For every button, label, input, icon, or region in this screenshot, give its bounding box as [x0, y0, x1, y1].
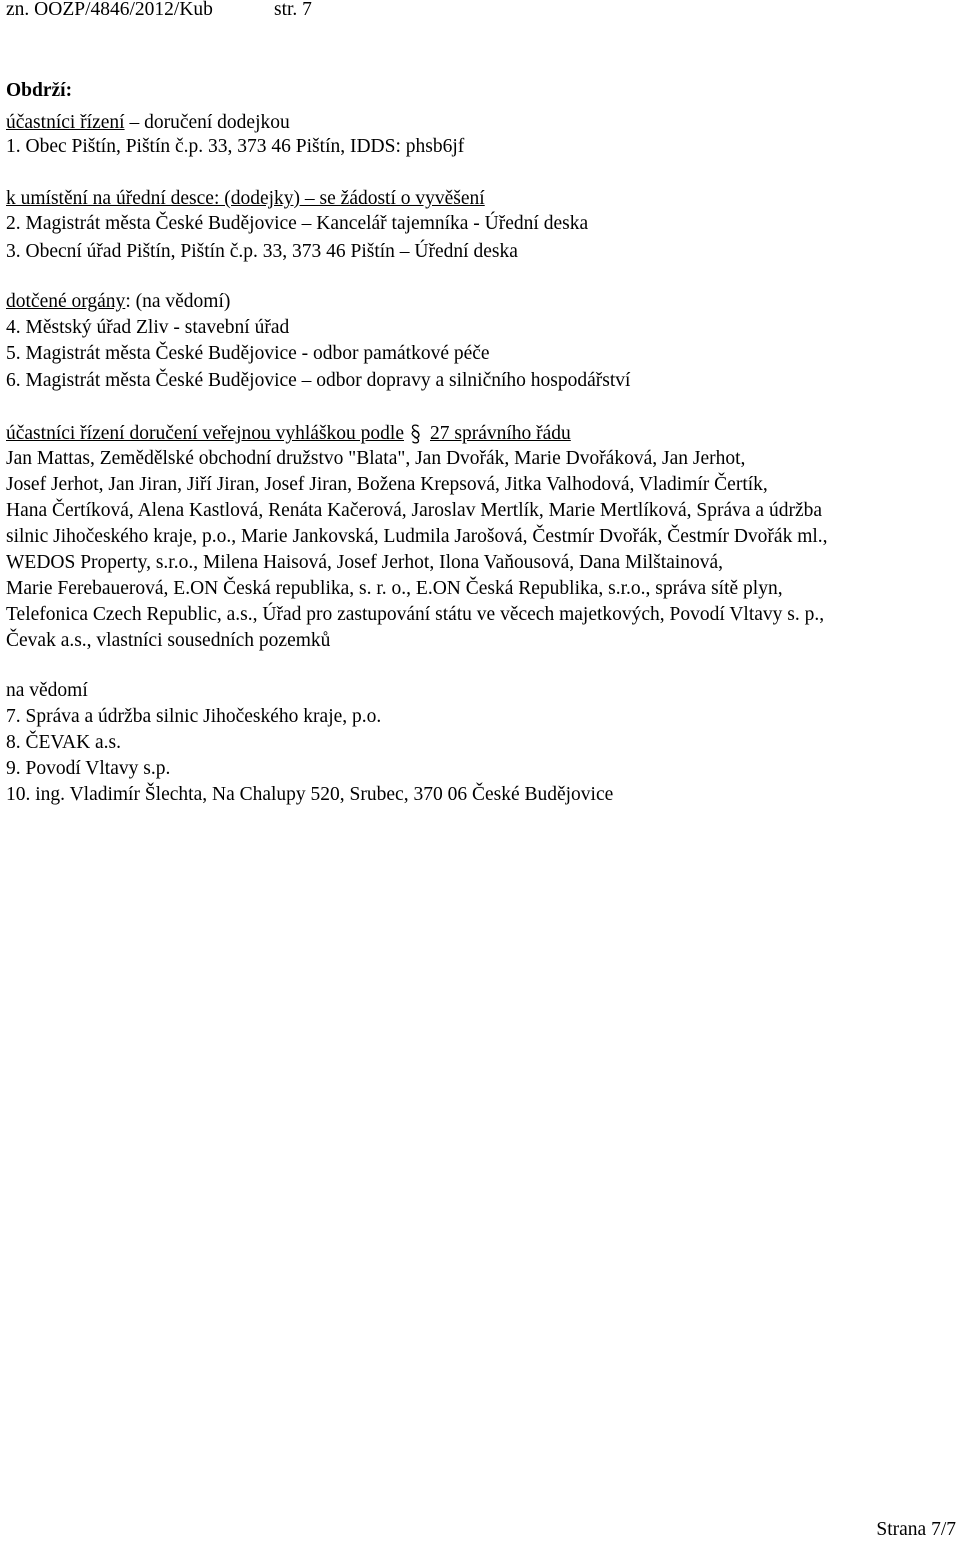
public-notice-line-8: Čevak a.s., vlastníci sousedních pozemků — [6, 630, 331, 651]
group-public-notice-label-after: 27 správního řádu — [430, 423, 571, 444]
recipient-item-6: 6. Magistrát města České Budějovice – odbor dopravy a silničního hospodářství — [6, 370, 631, 391]
group-authorities-label-underlined: dotčené orgány — [6, 291, 126, 312]
recipient-item-3: 3. Obecní úřad Pištín, Pištín č.p. 33, 373 46 Pištín – Úřední deska — [6, 241, 518, 262]
public-notice-line-7: Telefonica Czech Republic, a.s., Úřad pro zastupování státu ve věcech majetkových, Povodí Vltavy s. p., — [6, 604, 825, 625]
public-notice-line-4: silnic Jihočeského kraje, p.o., Marie Jankovská, Ludmila Jarošová, Čestmír Dvořák, Čestmír Dvořák ml., — [6, 526, 828, 547]
group-authorities-label — [6, 290, 230, 314]
section-sign-icon — [410, 423, 421, 445]
public-notice-line-2: Josef Jerhot, Jan Jiran, Jiří Jiran, Josef Jiran, Božena Krepsová, Jitka Valhodová, Vladimír Čertík, — [6, 474, 768, 495]
public-notice-line-3: Hana Čertíková, Alena Kastlová, Renáta Kačerová, Jaroslav Mertlík, Marie Mertlíková, Správa a údržba — [6, 500, 823, 521]
recipient-item-7: 7. Správa a údržba silnic Jihočeského kraje, p.o. — [6, 706, 382, 727]
recipient-item-4: 4. Městský úřad Zliv - stavební úřad — [6, 317, 290, 338]
public-notice-line-5: WEDOS Property, s.r.o., Milena Haisová, Josef Jerhot, Ilona Vaňousová, Dana Milštainová, — [6, 552, 724, 573]
group-participants-label-underlined: účastníci řízení — [6, 112, 125, 133]
recipient-item-10: 10. ing. Vladimír Šlechta, Na Chalupy 520, Srubec, 370 06 České Budějovice — [6, 784, 614, 805]
group-participants-label-rest: – doručení dodejkou — [124, 112, 290, 133]
recipient-item-8: 8. ČEVAK a.s. — [6, 732, 122, 753]
recipients-heading: Obdrží: — [6, 80, 73, 101]
public-notice-line-1: Jan Mattas, Zemědělské obchodní družstvo "Blata", Jan Dvořák, Marie Dvořáková, Jan Jerhot, — [6, 448, 746, 469]
header-page-number: str. 7 — [274, 0, 312, 20]
document-reference: zn. OOZP/4846/2012/Kub — [6, 0, 213, 20]
recipient-item-2: 2. Magistrát města České Budějovice – Kancelář tajemníka - Úřední deska — [6, 213, 589, 234]
public-notice-line-6: Marie Ferebauerová, E.ON Česká republika, s. r. o., E.ON Česká Republika, s.r.o., správa sítě plyn, — [6, 578, 783, 599]
group-public-notice-label — [6, 422, 571, 446]
recipient-item-5: 5. Magistrát města České Budějovice - odbor památkové péče — [6, 343, 490, 364]
footer-page-number: Strana 7/7 — [876, 1519, 956, 1540]
group-notice-board-label: k umístění na úřední desce: (dodejky) – se žádostí o vyvěšení — [6, 188, 485, 209]
recipient-item-1: 1. Obec Pištín, Pištín č.p. 33, 373 46 Pištín, IDDS: phsb6jf — [6, 136, 465, 157]
group-for-information-label: na vědomí — [6, 680, 88, 701]
group-participants-label — [6, 111, 290, 135]
group-public-notice-label-before: účastníci řízení doručení veřejnou vyhláškou podle — [6, 423, 404, 444]
recipient-item-9: 9. Povodí Vltavy s.p. — [6, 758, 171, 779]
group-authorities-label-rest: : (na vědomí) — [125, 291, 231, 312]
